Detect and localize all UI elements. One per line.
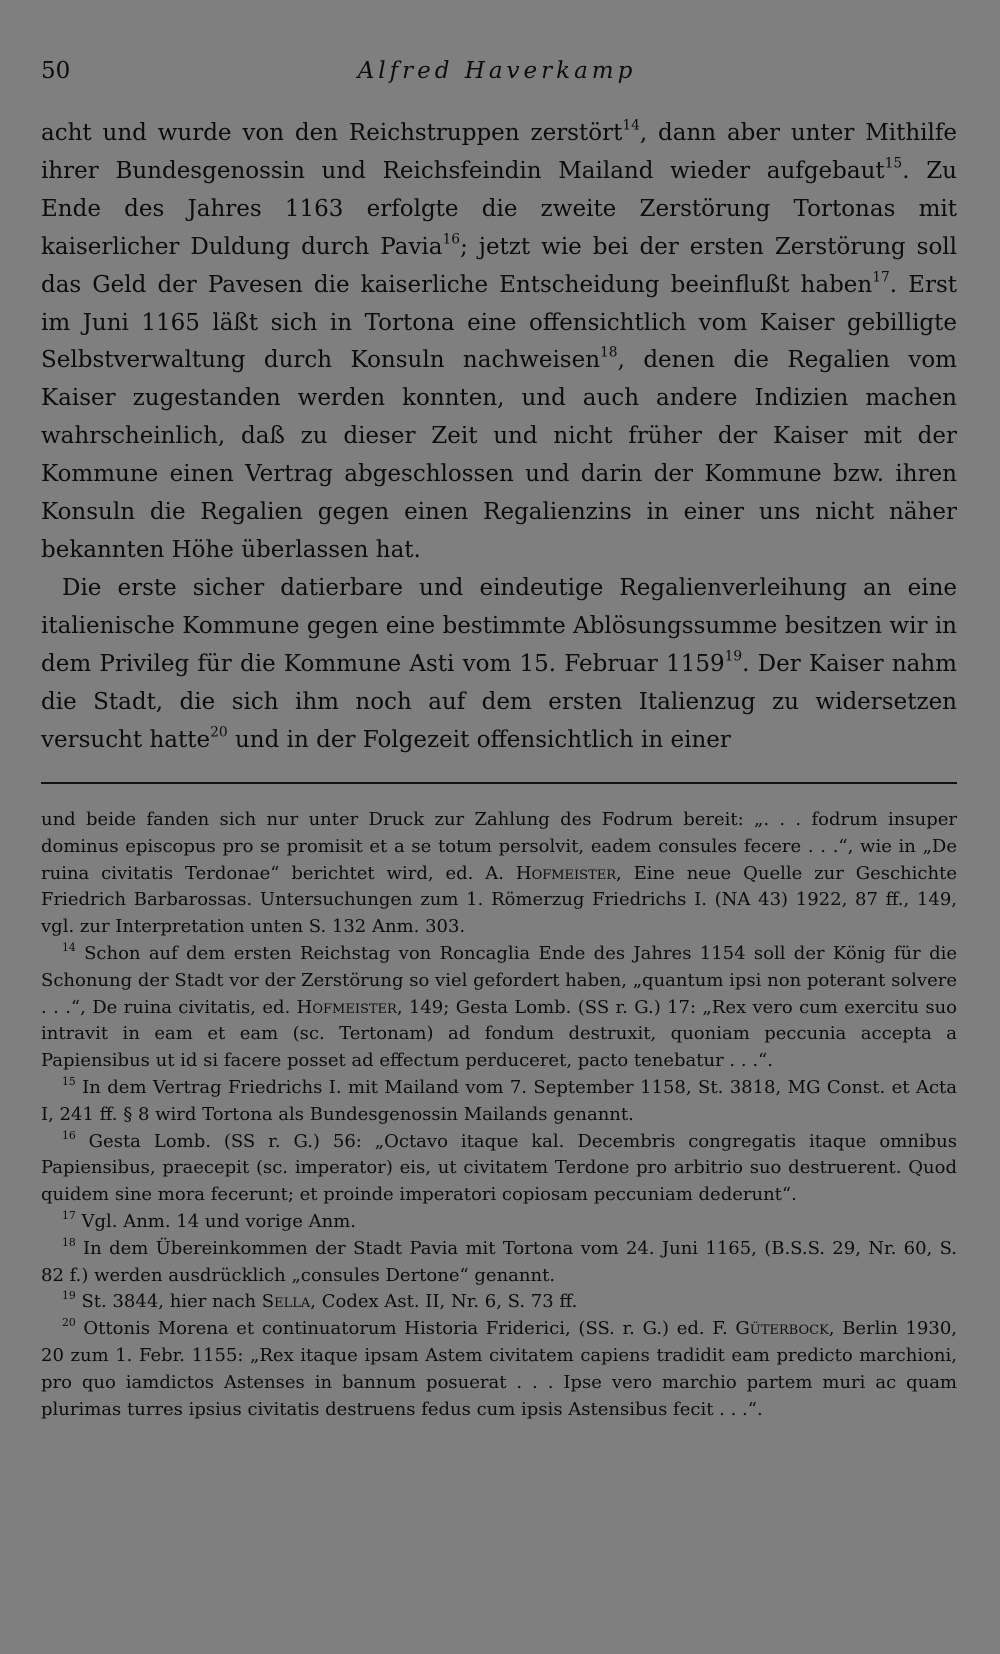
footnote-ref-15: 15 [884, 155, 903, 172]
text-span: . Zu Ende des Jahres 1163 erfolgte die zweite Zerstörung Tortonas mit kaiserlicher Duldung durch Pavia [41, 157, 957, 260]
footnote-16 [41, 1129, 957, 1209]
text-span: und beide fanden sich nur unter Druck zur Zahlung des Fodrum bereit: „. . . fodrum insuper dominus episcopus pro se promisit et a se totum persolvit, eadem consules fecere . . .“, wie in „De ruina civitatis Terdonae“ berichtet wird, ed. A. [41, 809, 957, 884]
footnote-15 [41, 1075, 957, 1129]
footnotes [41, 807, 957, 1423]
page-header [41, 58, 953, 98]
footnote-ref-19: 19 [724, 648, 743, 665]
footnote-ref-17: 17 [872, 269, 890, 286]
footnote-number: 20 [62, 1316, 76, 1330]
paragraph-2 [41, 570, 957, 760]
text-span: Die erste sicher datierbare und eindeutige Regalienverleihung an eine italienische Kommune gegen eine bestimmte Ablösungssumme besitzen wir in dem Privileg für die Kommune Asti vom 15. Februar 1159 [41, 574, 957, 677]
text-span: , denen die Regalien vom Kaiser zugestanden werden konnten, und auch andere Indizien machen wahrscheinlich, daß zu dieser Zeit und nicht früher der Kaiser mit der Kommune einen Vertrag abgeschlossen und darin der Kommune bzw. ihren Konsuln die Regalien gegen einen Regalienzins in einer uns nicht näher bekannten Höhe überlassen hat. [41, 347, 957, 563]
footnote-ref-18: 18 [600, 345, 618, 362]
footnote-19 [41, 1289, 957, 1316]
text-span: Vgl. Anm. 14 und vorige Anm. [75, 1210, 356, 1232]
text-span: In dem Vertrag Friedrichs I. mit Mailand vom 7. September 1158, St. 3818, MG Const. et Acta I, 241 ff. § 8 wird Tortona als Bundesgenossin Mailands genannt. [41, 1076, 957, 1125]
text-span: , Codex Ast. II, Nr. 6, S. 73 ff. [310, 1291, 578, 1313]
footnote-ref-14: 14 [622, 117, 640, 134]
footnote-number: 15 [62, 1074, 76, 1088]
text-span: . Erst im Juni 1165 läßt sich in Tortona eine offensichtlich vom Kaiser gebilligte Selbstverwaltung durch Konsuln nachweisen [41, 271, 957, 374]
footnote-number: 17 [62, 1208, 76, 1222]
text-span: , 149; Gesta Lomb. (SS r. G.) 17: „Rex vero cum exercitu suo intravit in eam et eam (sc. Tertonam) ad fondum destruxit, quoniam peccunia accepta a Papiensibus ut id si facere posset ad effectum perduceret, pacto tenebatur . . .“. [41, 996, 958, 1072]
footnote-ref-16: 16 [442, 231, 461, 248]
footnote-20 [41, 1316, 957, 1423]
text-span: , dann aber unter Mithilfe ihrer Bundesgenossin und Reichsfeindin Mailand wieder aufgebaut [41, 120, 957, 184]
page-number: 50 [41, 58, 71, 84]
footnote-continuation [41, 807, 957, 941]
text-span: . Der Kaiser nahm die Stadt, die sich ihm noch auf dem ersten Italienzug zu widersetzen versucht hatte [41, 650, 957, 753]
text-span: Schon auf dem ersten Reichstag von Roncaglia Ende des Jahres 1154 soll der König für die Schonung der Stadt vor der Zerstörung so viel gefordert haben, „quantum ipsi non poterant solvere . . .“, De ruina civitatis, ed. [41, 942, 957, 1018]
footnote-17 [41, 1209, 957, 1236]
author-name: Güterbock [735, 1318, 829, 1340]
author-name: Sella [261, 1291, 311, 1313]
text-span: St. 3844, hier nach [75, 1291, 262, 1313]
footnote-number: 16 [62, 1128, 76, 1142]
text-span: Ottonis Morena et continuatorum Historia Friderici, (SS. r. G.) ed. F. [75, 1318, 736, 1340]
text-span: und in der Folgezeit offensichtlich in einer [227, 726, 731, 753]
main-text [41, 115, 957, 759]
footnote-14 [41, 941, 957, 1075]
footnote-number: 14 [62, 940, 76, 954]
footnote-number: 18 [62, 1235, 76, 1249]
text-span: In dem Übereinkommen der Stadt Pavia mit Tortona vom 24. Juni 1165, (B.S.S. 29, Nr. 60, S. 82 f.) werden ausdrücklich „consules Dertone“ genannt. [41, 1237, 957, 1286]
text-span: , Eine neue Quelle zur Geschichte Friedrich Barbarossas. Untersuchungen zum 1. Römerzug Friedrichs I. (NA 43) 1922, 87 ff., 149, vgl. zur Interpretation unten S. 132 Anm. 303. [41, 862, 957, 938]
text-span: , Berlin 1930, 20 zum 1. Febr. 1155: „Rex itaque ipsam Astem civitatem capiens tradidit eam predicto marchioni, pro quo iamdictos Astenses in bannum posuerat . . . Ipse vero marchio partem muri ac quam plurimas turres ipsius civitatis destruens fedus cum ipsis Astensibus fecit . . .“. [41, 1318, 957, 1420]
footnote-separator [41, 782, 957, 784]
text-span: ; jetzt wie bei der ersten Zerstörung soll das Geld der Pavesen die kaiserliche Entscheidung beeinflußt haben [41, 233, 958, 298]
paragraph-1 [41, 115, 957, 570]
footnote-number: 19 [62, 1289, 76, 1303]
footnote-18 [41, 1236, 957, 1290]
text-span: Gesta Lomb. (SS r. G.) 56: „Octavo itaque kal. Decembris congregatis itaque omnibus Papiensibus, praecepit (sc. imperator) eis, ut civitatem Terdone pro arbitrio suo destruerent. Quod quidem sine mora fecerunt; et proinde imperatori copiosam peccuniam dederunt“. [41, 1130, 957, 1206]
text-span: acht und wurde von den Reichstruppen zerstört [41, 120, 623, 146]
author-name: Hofmeister [296, 996, 397, 1018]
running-title: Alfred Haverkamp [357, 58, 637, 84]
author-name: Hofmeister [515, 862, 617, 884]
footnote-ref-20: 20 [210, 724, 228, 741]
